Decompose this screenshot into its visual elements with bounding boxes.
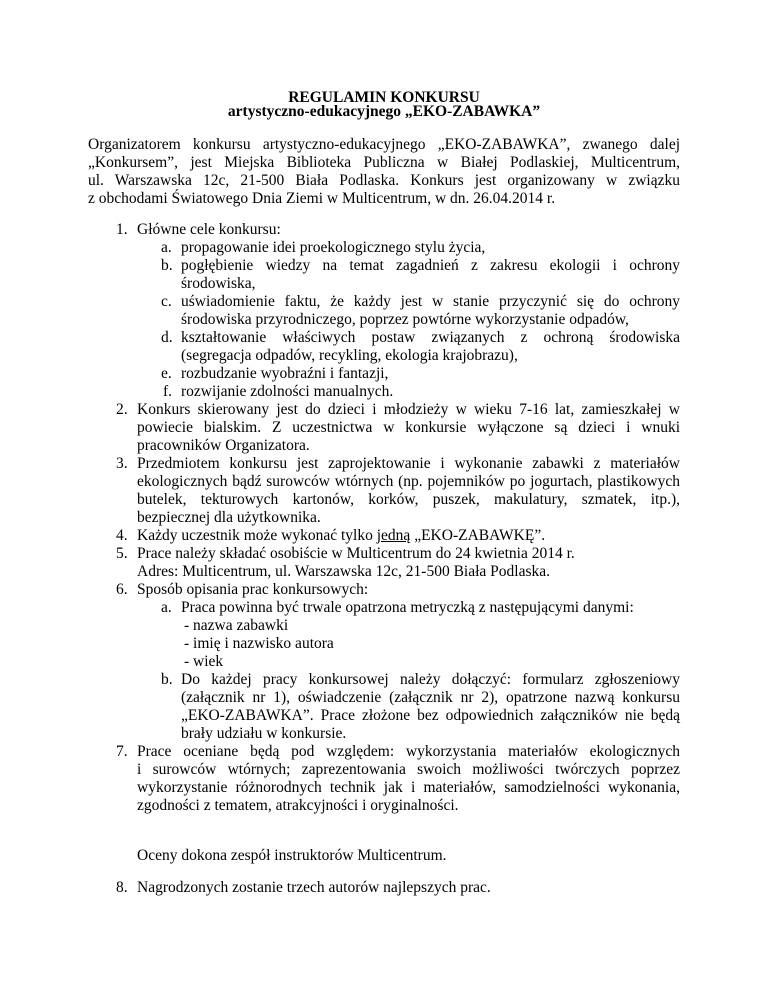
list-item: brały udziału w konkursie. — [181, 725, 347, 742]
section-heading: Sposób opisania prac konkursowych: — [137, 581, 369, 598]
section-number: 6. — [116, 581, 128, 598]
section-text: ekologicznych bądź surowców wtórnych (np. pojemników po jogurtach, plastikowych — [137, 473, 680, 490]
section-text: pracowników Organizatora. — [137, 437, 310, 454]
section-text: Nagrodzonych zostanie trzech autorów najlepszych prac. — [137, 879, 491, 896]
item-letter: a. — [161, 599, 172, 616]
intro-line: z obchodami Światowego Dnia Ziemi w Multicentrum, w dn. 26.04.2014 r. — [88, 190, 556, 207]
section-heading: Główne cele konkursu: — [137, 221, 281, 238]
metric-field: - wiek — [184, 653, 224, 670]
list-item: propagowanie idei proekologicznego stylu życia, — [181, 239, 486, 256]
metric-field: - nazwa zabawki — [184, 617, 289, 634]
list-item: kształtowanie właściwych postaw związanych z ochroną środowiska — [181, 329, 680, 346]
section-number: 7. — [116, 743, 128, 760]
list-item: środowiska przyrodniczego, poprzez powtórne wykorzystanie odpadów, — [181, 311, 629, 328]
section-text: Prace należy składać osobiście w Multicentrum do 24 kwietnia 2014 r. — [137, 545, 575, 562]
list-item: rozbudzanie wyobraźni i fantazji, — [181, 365, 389, 382]
section-number: 2. — [116, 401, 128, 418]
item-letter: b. — [161, 257, 173, 274]
item-letter: a. — [161, 239, 172, 256]
section-text: powiecie bialskim. Z uczestnictwa w konkursie wyłączone są dzieci i wnuki — [137, 419, 680, 436]
item-letter: b. — [161, 671, 173, 688]
list-item: rozwijanie zdolności manualnych. — [181, 383, 394, 400]
section-text: zgodności z tematem, atrakcyjności i oryginalności. — [137, 797, 459, 814]
list-item: środowiska, — [181, 275, 256, 292]
list-item: uświadomienie faktu, że każdy jest w stanie przyczynić się do ochrony — [181, 293, 680, 310]
intro-line: Organizatorem konkursu artystyczno-edukacyjnego „EKO-ZABAWKA”, zwanego dalej — [88, 136, 680, 153]
section-number: 8. — [116, 879, 128, 896]
section-text: Adres: Multicentrum, ul. Warszawska 12c, 21-500 Biała Podlaska. — [137, 563, 551, 580]
section-text: bezpiecznej dla użytkownika. — [137, 509, 321, 526]
section-text: Przedmiotem konkursu jest zaprojektowanie i wykonanie zabawki z materiałów — [137, 455, 680, 472]
section-number: 5. — [116, 545, 128, 562]
item-letter: e. — [161, 365, 172, 382]
section-number: 3. — [116, 455, 128, 472]
underlined-word: jedną — [376, 527, 411, 544]
list-item: (segregacja odpadów, recykling, ekologia krajobrazu), — [181, 347, 518, 364]
section-number: 1. — [116, 221, 128, 238]
item-letter: c. — [161, 293, 172, 310]
list-item: (załącznik nr 1), oświadczenie (załącznik nr 2), opatrzone nazwą konkursu — [181, 689, 680, 706]
section-text: i surowców wtórnych; zaprezentowania swoich możliwości twórczych poprzez — [137, 761, 680, 778]
item-letter: f. — [163, 383, 173, 400]
metric-field: - imię i nazwisko autora — [184, 635, 334, 652]
section-text: wykorzystanie różnorodnych technik jak i materiałów, samodzielności wykonania, — [137, 779, 680, 796]
intro-line: „Konkursem”, jest Miejska Biblioteka Publiczna w Białej Podlaskiej, Multicentrum, — [88, 154, 680, 171]
section-text: Każdy uczestnik może wykonać tylko jedną „EKO-ZABAWKĘ”. — [137, 527, 546, 544]
intro-line: ul. Warszawska 12c, 21-500 Biała Podlaska. Konkurs jest organizowany w związku — [88, 172, 680, 189]
item-letter: d. — [161, 329, 173, 346]
document-title: REGULAMIN KONKURSU — [288, 89, 480, 106]
section-text: Prace oceniane będą pod względem: wykorzystania materiałów ekologicznych — [137, 743, 680, 760]
evaluation-note: Oceny dokona zespół instruktorów Multicentrum. — [137, 847, 447, 864]
section-text: butelek, tekturowych kartonów, korków, puszek, makulatury, szmatek, itp.), — [137, 491, 680, 508]
section-number: 4. — [116, 527, 128, 544]
list-item: pogłębienie wiedzy na temat zagadnień z zakresu ekologii i ochrony — [181, 257, 680, 274]
list-item: Do każdej pracy konkursowej należy dołączyć: formularz zgłoszeniowy — [181, 671, 680, 688]
list-item: „EKO-ZABAWKA”. Prace złożone bez odpowiednich załączników nie będą — [181, 707, 680, 724]
list-item: Praca powinna być trwale opatrzona metryczką z następującymi danymi: — [181, 599, 634, 616]
document-subtitle: artystyczno-edukacyjnego „EKO-ZABAWKA” — [227, 103, 541, 120]
section-text: Konkurs skierowany jest do dzieci i młodzieży w wieku 7-16 lat, zamieszkałej w — [137, 401, 680, 418]
